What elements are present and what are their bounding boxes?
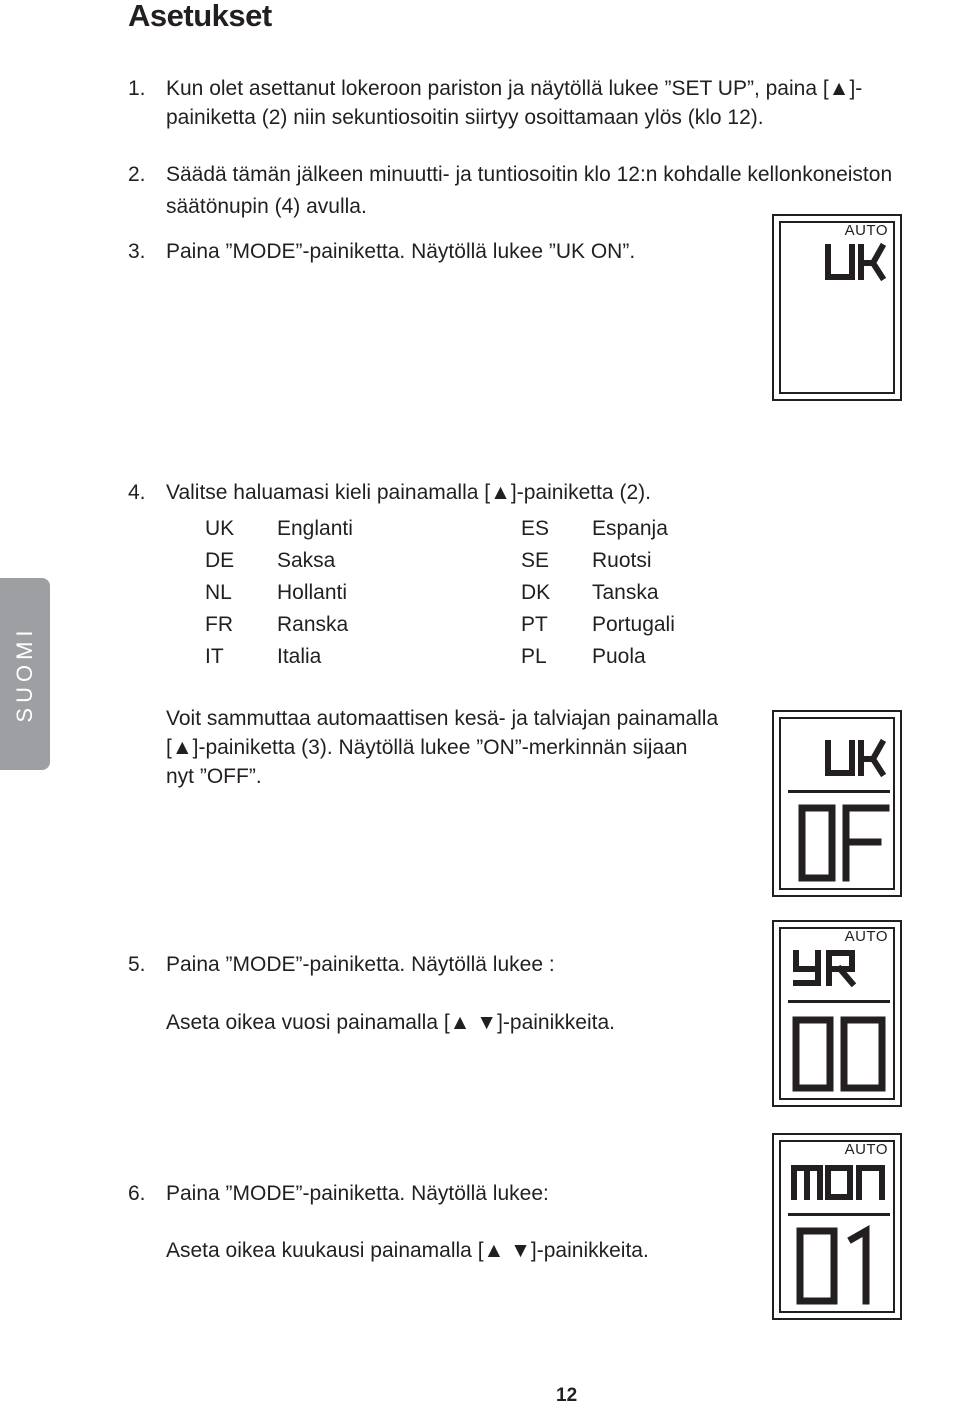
step-5 — [128, 950, 748, 1040]
step-text-line: Valitse haluamasi kieli painamalla [▲]-painiketta (2). — [166, 481, 651, 504]
lcd-display-mon-01 — [772, 1133, 902, 1320]
list-item: DK — [521, 581, 551, 604]
list-item: UK — [205, 517, 235, 540]
auto-indicator: AUTO — [844, 1141, 888, 1158]
list-item: PT — [521, 613, 548, 636]
list-item: Italia — [277, 645, 322, 668]
list-item: DE — [205, 549, 235, 572]
side-tab-label: SUOMI — [12, 625, 37, 723]
list-item: Puola — [592, 645, 646, 668]
step-number: 6. — [128, 1182, 146, 1205]
list-item: Ranska — [277, 613, 349, 636]
page-number: 12 — [556, 1385, 578, 1406]
lcd-display-uk-of — [772, 710, 902, 897]
lcd-segment-digits — [774, 922, 904, 1109]
note-text-line: [▲]-painiketta (3). Näytöllä lukee ”ON”-merkinnän sijaan — [166, 736, 688, 759]
list-item: ES — [521, 517, 550, 540]
list-item: SE — [521, 549, 550, 572]
lcd-display-uk-on — [772, 214, 902, 401]
list-item: Saksa — [277, 549, 336, 572]
list-item: Hollanti — [277, 581, 348, 604]
step-text-line: Paina ”MODE”-painiketta. Näytöllä lukee ”UK ON”. — [166, 240, 636, 263]
list-item: FR — [205, 613, 233, 636]
step-number: 5. — [128, 953, 146, 976]
note-text-line: nyt ”OFF”. — [166, 765, 262, 788]
lcd-segment-digits — [774, 712, 904, 899]
lcd-segment-digits — [774, 1135, 904, 1322]
list-item: PL — [521, 645, 547, 668]
step-1 — [128, 74, 960, 134]
auto-indicator: AUTO — [844, 222, 888, 239]
step-2 — [128, 160, 960, 220]
step-text-line: painiketta (2) niin sekuntiosoitin siirtyy osoittamaan ylös (klo 12). — [166, 106, 764, 129]
step-number: 1. — [128, 77, 146, 100]
language-side-tab — [0, 578, 50, 770]
step-text-line: Säädä tämän jälkeen minuutti- ja tuntiosoitin klo 12:n kohdalle kellonkoneiston — [166, 163, 893, 186]
step-number: 2. — [128, 163, 146, 186]
list-item: IT — [205, 645, 224, 668]
list-item: Ruotsi — [592, 549, 652, 572]
list-item: NL — [205, 581, 232, 604]
list-item: Englanti — [277, 517, 353, 540]
step-4 — [128, 478, 748, 508]
step-6 — [128, 1179, 748, 1269]
language-list — [205, 513, 725, 678]
auto-indicator: AUTO — [844, 928, 888, 945]
step-text-line: säätönupin (4) avulla. — [166, 195, 367, 218]
step-text-line: Aseta oikea kuukausi painamalla [▲ ▼]-painikkeita. — [166, 1239, 649, 1262]
step-number: 4. — [128, 481, 146, 504]
note-text-line: Voit sammuttaa automaattisen kesä- ja talviajan painamalla — [166, 707, 719, 730]
step-text-line: Aseta oikea vuosi painamalla [▲ ▼]-painikkeita. — [166, 1011, 615, 1034]
list-item: Portugali — [592, 613, 675, 636]
page-title: Asetukset — [128, 0, 272, 33]
step-text-line: Paina ”MODE”-painiketta. Näytöllä lukee: — [166, 1182, 549, 1205]
lcd-display-yr-00 — [772, 920, 902, 1107]
step-3 — [128, 237, 748, 267]
step-text-line: Kun olet asettanut lokeroon pariston ja näytöllä lukee ”SET UP”, paina [▲]- — [166, 77, 863, 100]
list-item: Tanska — [592, 581, 659, 604]
lcd-segment-digits — [774, 216, 904, 403]
list-item: Espanja — [592, 517, 668, 540]
step-text-line: Paina ”MODE”-painiketta. Näytöllä lukee : — [166, 953, 555, 976]
step-number: 3. — [128, 240, 146, 263]
dst-note — [166, 704, 766, 794]
